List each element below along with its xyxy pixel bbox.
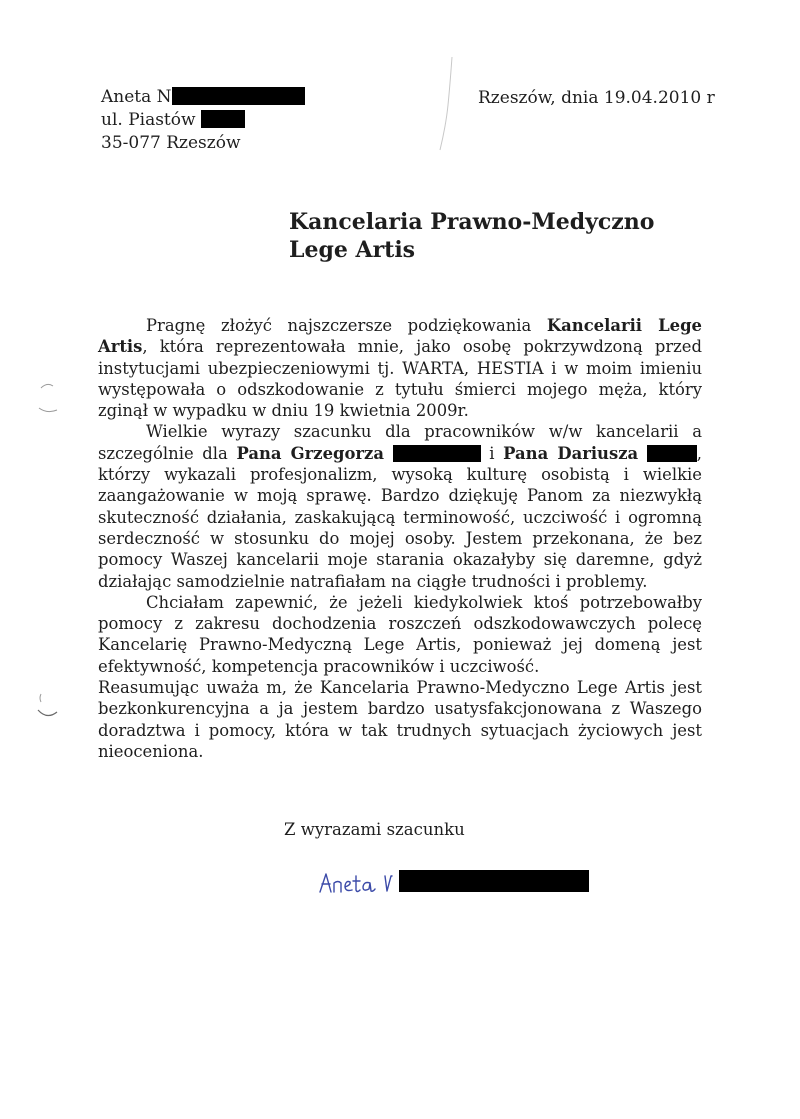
p2-bold-name-2: Pana Dariusza <box>503 443 639 463</box>
punch-hole-mark-2 <box>35 688 65 728</box>
sender-street-line <box>101 109 305 132</box>
sender-name: Aneta N <box>101 87 172 107</box>
p2-text-a: Wielkie wyrazy szacunku dla pracowników w/w kancelarii a szczególnie dla <box>98 422 702 463</box>
redacted-house-number <box>201 110 245 128</box>
redacted-surname-1 <box>393 445 481 462</box>
paragraph-3: Chciałam zapewnić, że jeżeli kiedykolwiek ktoś potrzebowałby pomocy z zakresu dochodzenia roszczeń odszkodowawczych polecę Kancelarię Prawno-Medyczną Lege Artis, ponieważ jej domeną jest efektywność, kompetencja pracowników i uczciwość. <box>98 592 702 676</box>
addressee-line-2: Lege Artis <box>289 237 416 263</box>
sender-city: 35-077 Rzeszów <box>101 133 241 153</box>
closing-line: Z wyrazami szacunku <box>284 820 465 839</box>
p1-bold-firm: Kancelarii Lege Artis <box>98 316 702 357</box>
redacted-signature-surname <box>399 870 589 892</box>
sender-street: ul. Piastów <box>101 110 196 130</box>
p1-text-a: Pragnę złożyć najszczersze podziękowania <box>146 316 547 335</box>
paragraph-2 <box>98 421 702 591</box>
p2-bold-name-1: Pana Grzegorza <box>236 443 384 463</box>
place-and-date: Rzeszów, dnia 19.04.2010 r <box>478 88 715 108</box>
sender-name-line <box>101 86 305 109</box>
addressee <box>289 208 654 264</box>
scan-mark-top <box>430 55 460 155</box>
addressee-line-1: Kancelaria Prawno-Medyczno <box>289 209 655 235</box>
letter-body <box>98 315 702 762</box>
redacted-surname-2 <box>647 445 697 462</box>
sender-block <box>101 86 305 155</box>
handwritten-signature <box>318 868 408 896</box>
punch-hole-mark-1 <box>35 380 65 420</box>
paragraph-4: Reasumując uważa m, że Kancelaria Prawno-Medyczno Lege Artis jest bezkonkurencyjna a ja jestem bardzo usatysfakcjonowana z Waszego doradztwa i pomocy, która w tak trudnych sytuacjach życiowych jest nieoceniona. <box>98 678 702 761</box>
p2-text-b: , którzy wykazali profesjonalizm, wysoką kulturę osobistą i wielkie zaangażowanie w moją sprawę. Bardzo dziękuję Panom za niezwykłą skuteczność działania, zaskakującą terminowość, uczciwość i ogromną serdeczność w stosunku do mojej osoby. Jestem przekonana, że bez pomocy Waszej kancelarii moje starania okazałyby się daremne, gdyż działając samodzielnie natrafiałam na ciągłe trudności i problemy. <box>98 443 702 591</box>
paragraph-1 <box>98 315 702 421</box>
p2-text-mid: i <box>480 443 504 463</box>
redacted-surname <box>172 87 305 105</box>
p1-text-b: , która reprezentowała mnie, jako osobę pokrzywdzoną przed instytucjami ubezpieczeniowymi tj. WARTA, HESTIA i w moim imieniu występowała o odszkodowanie z tytułu śmierci mojego męża, który zginął w wypadku w dniu 19 kwietnia 2009r. <box>98 337 702 421</box>
